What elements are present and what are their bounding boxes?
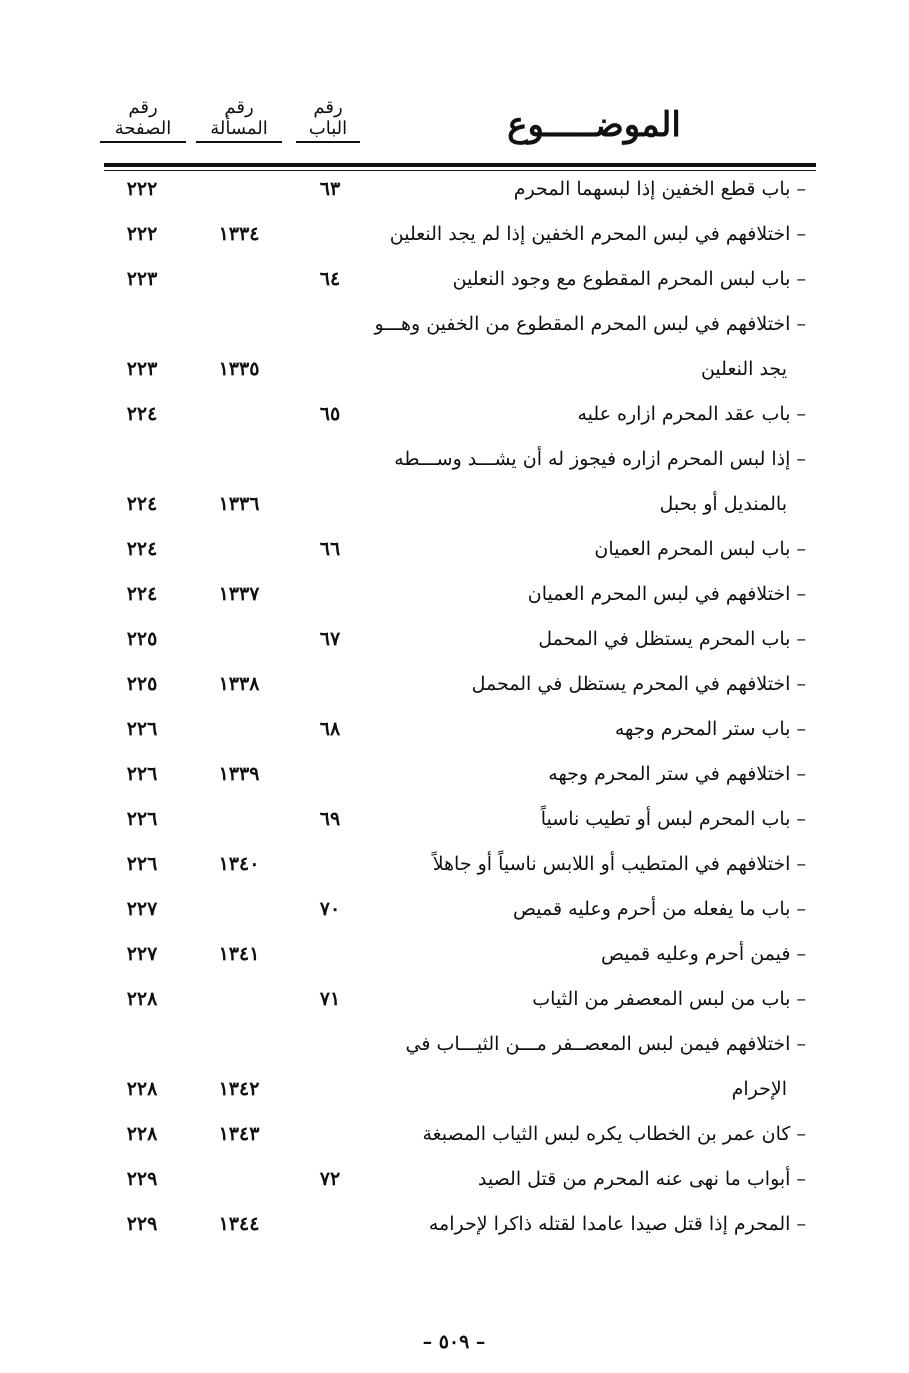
toc-topic: – باب ما يفعله من أحرم وعليه قميص	[513, 898, 806, 920]
header-masala-number	[196, 98, 282, 143]
toc-page-number: ٢٢٤	[126, 493, 158, 515]
toc-bab-number: ٧٠	[319, 898, 341, 920]
header-bab-number	[296, 98, 360, 143]
toc-masala-number: ١٣٤٤	[218, 1213, 260, 1235]
toc-masala-number: ١٣٤٣	[218, 1123, 260, 1145]
toc-row	[0, 853, 909, 893]
toc-row	[0, 223, 909, 263]
toc-page-number: ٢٢٣	[126, 268, 158, 290]
toc-topic: – باب عقد المحرم ازاره عليه	[577, 403, 806, 425]
toc-row	[0, 898, 909, 938]
toc-masala-number: ١٣٤٢	[218, 1078, 260, 1100]
toc-masala-number: ١٣٣٧	[218, 583, 260, 605]
toc-page-number: ٢٢٢	[126, 178, 158, 200]
toc-masala-number: ١٣٣٤	[218, 223, 260, 245]
toc-row	[0, 1078, 909, 1118]
toc-row	[0, 808, 909, 848]
toc-row	[0, 583, 909, 623]
toc-masala-number: ١٣٣٥	[218, 358, 260, 380]
toc-topic: يجد النعلين	[700, 358, 787, 380]
toc-topic: – باب لبس المحرم المقطوع مع وجود النعلين	[452, 268, 806, 290]
header-divider-thick	[104, 163, 816, 167]
header-safha-number	[100, 98, 186, 143]
toc-row	[0, 763, 909, 803]
toc-masala-number: ١٣٣٨	[218, 673, 260, 695]
toc-row	[0, 268, 909, 308]
toc-page-number: ٢٢٦	[126, 718, 158, 740]
toc-row	[0, 403, 909, 443]
toc-page-number: ٢٢٥	[126, 628, 158, 650]
toc-topic: – فيمن أحرم وعليه قميص	[601, 943, 806, 965]
toc-row	[0, 628, 909, 668]
toc-row	[0, 313, 909, 353]
toc-row	[0, 358, 909, 398]
toc-topic: – باب لبس المحرم العميان	[594, 538, 806, 560]
toc-bab-number: ٦٨	[319, 718, 341, 740]
toc-page-number: ٢٢٧	[126, 898, 158, 920]
toc-bab-number: ٦٥	[319, 403, 341, 425]
toc-page-number: ٢٢٦	[126, 763, 158, 785]
toc-topic: – اختلافهم في لبس المحرم العميان	[527, 583, 806, 605]
header-masala-label-2: المسألة	[196, 119, 282, 144]
toc-topic: – باب ستر المحرم وجهه	[614, 718, 806, 740]
header-safha-label-2: الصفحة	[100, 119, 186, 144]
toc-bab-number: ٦٩	[319, 808, 341, 830]
toc-masala-number: ١٣٤١	[218, 943, 260, 965]
toc-page-number: ٢٢٢	[126, 223, 158, 245]
toc-row	[0, 988, 909, 1028]
toc-row	[0, 1123, 909, 1163]
toc-topic: – أبواب ما نهى عنه المحرم من قتل الصيد	[477, 1168, 806, 1190]
toc-page-number: ٢٢٧	[126, 943, 158, 965]
toc-topic: – اختلافهم في لبس المحرم المقطوع من الخفين وهـــو	[374, 313, 806, 335]
toc-topic: الإحرام	[731, 1078, 787, 1100]
toc-row	[0, 1033, 909, 1073]
toc-topic: – اختلافهم في المحرم يستظل في المحمل	[471, 673, 806, 695]
toc-page-number: ٢٢٩	[126, 1213, 158, 1235]
toc-page-number: ٢٢٩	[126, 1168, 158, 1190]
toc-masala-number: ١٣٣٦	[218, 493, 260, 515]
toc-page-number: ٢٢٣	[126, 358, 158, 380]
toc-page-number: ٢٢٤	[126, 583, 158, 605]
toc-row	[0, 1213, 909, 1253]
toc-row	[0, 493, 909, 533]
toc-topic: – اختلافهم في لبس المحرم الخفين إذا لم يجد النعلين	[389, 223, 806, 245]
toc-bab-number: ٦٦	[319, 538, 341, 560]
toc-page-number: ٢٢٦	[126, 853, 158, 875]
toc-row	[0, 943, 909, 983]
toc-topic: بالمنديل أو بحبل	[659, 493, 787, 515]
toc-topic: – باب من لبس المعصفر من الثياب	[532, 988, 806, 1010]
toc-topic: – باب المحرم يستظل في المحمل	[538, 628, 806, 650]
toc-masala-number: ١٣٤٠	[218, 853, 260, 875]
header-topic: الموضـــــوع	[507, 105, 681, 145]
header-safha-label-1: رقم	[128, 97, 158, 118]
toc-row	[0, 673, 909, 713]
toc-topic: – إذا لبس المحرم ازاره فيجوز له أن يشـــد وســـطه	[394, 448, 806, 470]
toc-page-number: ٢٢٦	[126, 808, 158, 830]
toc-topic: – كان عمر بن الخطاب يكره لبس الثياب المصبغة	[422, 1123, 806, 1145]
toc-masala-number: ١٣٣٩	[218, 763, 260, 785]
header-bab-label-2: الباب	[296, 119, 360, 144]
toc-page-number: ٢٢٥	[126, 673, 158, 695]
toc-bab-number: ٦٧	[319, 628, 341, 650]
toc-bab-number: ٦٤	[319, 268, 341, 290]
toc-topic: – اختلافهم في ستر المحرم وجهه	[548, 763, 806, 785]
header-masala-label-1: رقم	[224, 97, 254, 118]
toc-page-number: ٢٢٨	[126, 1123, 158, 1145]
toc-row	[0, 1168, 909, 1208]
toc-topic: – اختلافهم في المتطيب أو اللابس ناسياً أو جاهلاً	[432, 853, 806, 875]
toc-topic: – باب المحرم لبس أو تطيب ناسياً	[540, 808, 806, 830]
toc-bab-number: ٧٢	[319, 1168, 341, 1190]
toc-bab-number: ٦٣	[319, 178, 341, 200]
toc-row	[0, 718, 909, 758]
page-footer-number: – ٥٠٩ –	[422, 1331, 486, 1353]
toc-topic: – اختلافهم فيمن لبس المعصــفر مـــن الثيـــاب في	[405, 1033, 806, 1055]
toc-row	[0, 448, 909, 488]
toc-topic: – المحرم إذا قتل صيدا عامدا لقتله ذاكرا لإحرامه	[428, 1213, 806, 1235]
header-bab-label-1: رقم	[313, 97, 343, 118]
toc-page-number: ٢٢٤	[126, 403, 158, 425]
toc-bab-number: ٧١	[319, 988, 341, 1010]
toc-topic: – باب قطع الخفين إذا لبسهما المحرم	[513, 178, 806, 200]
toc-row	[0, 178, 909, 218]
toc-row	[0, 538, 909, 578]
toc-page-number: ٢٢٤	[126, 538, 158, 560]
toc-page-number: ٢٢٨	[126, 988, 158, 1010]
toc-page-number: ٢٢٨	[126, 1078, 158, 1100]
header-divider-thin	[104, 170, 816, 171]
